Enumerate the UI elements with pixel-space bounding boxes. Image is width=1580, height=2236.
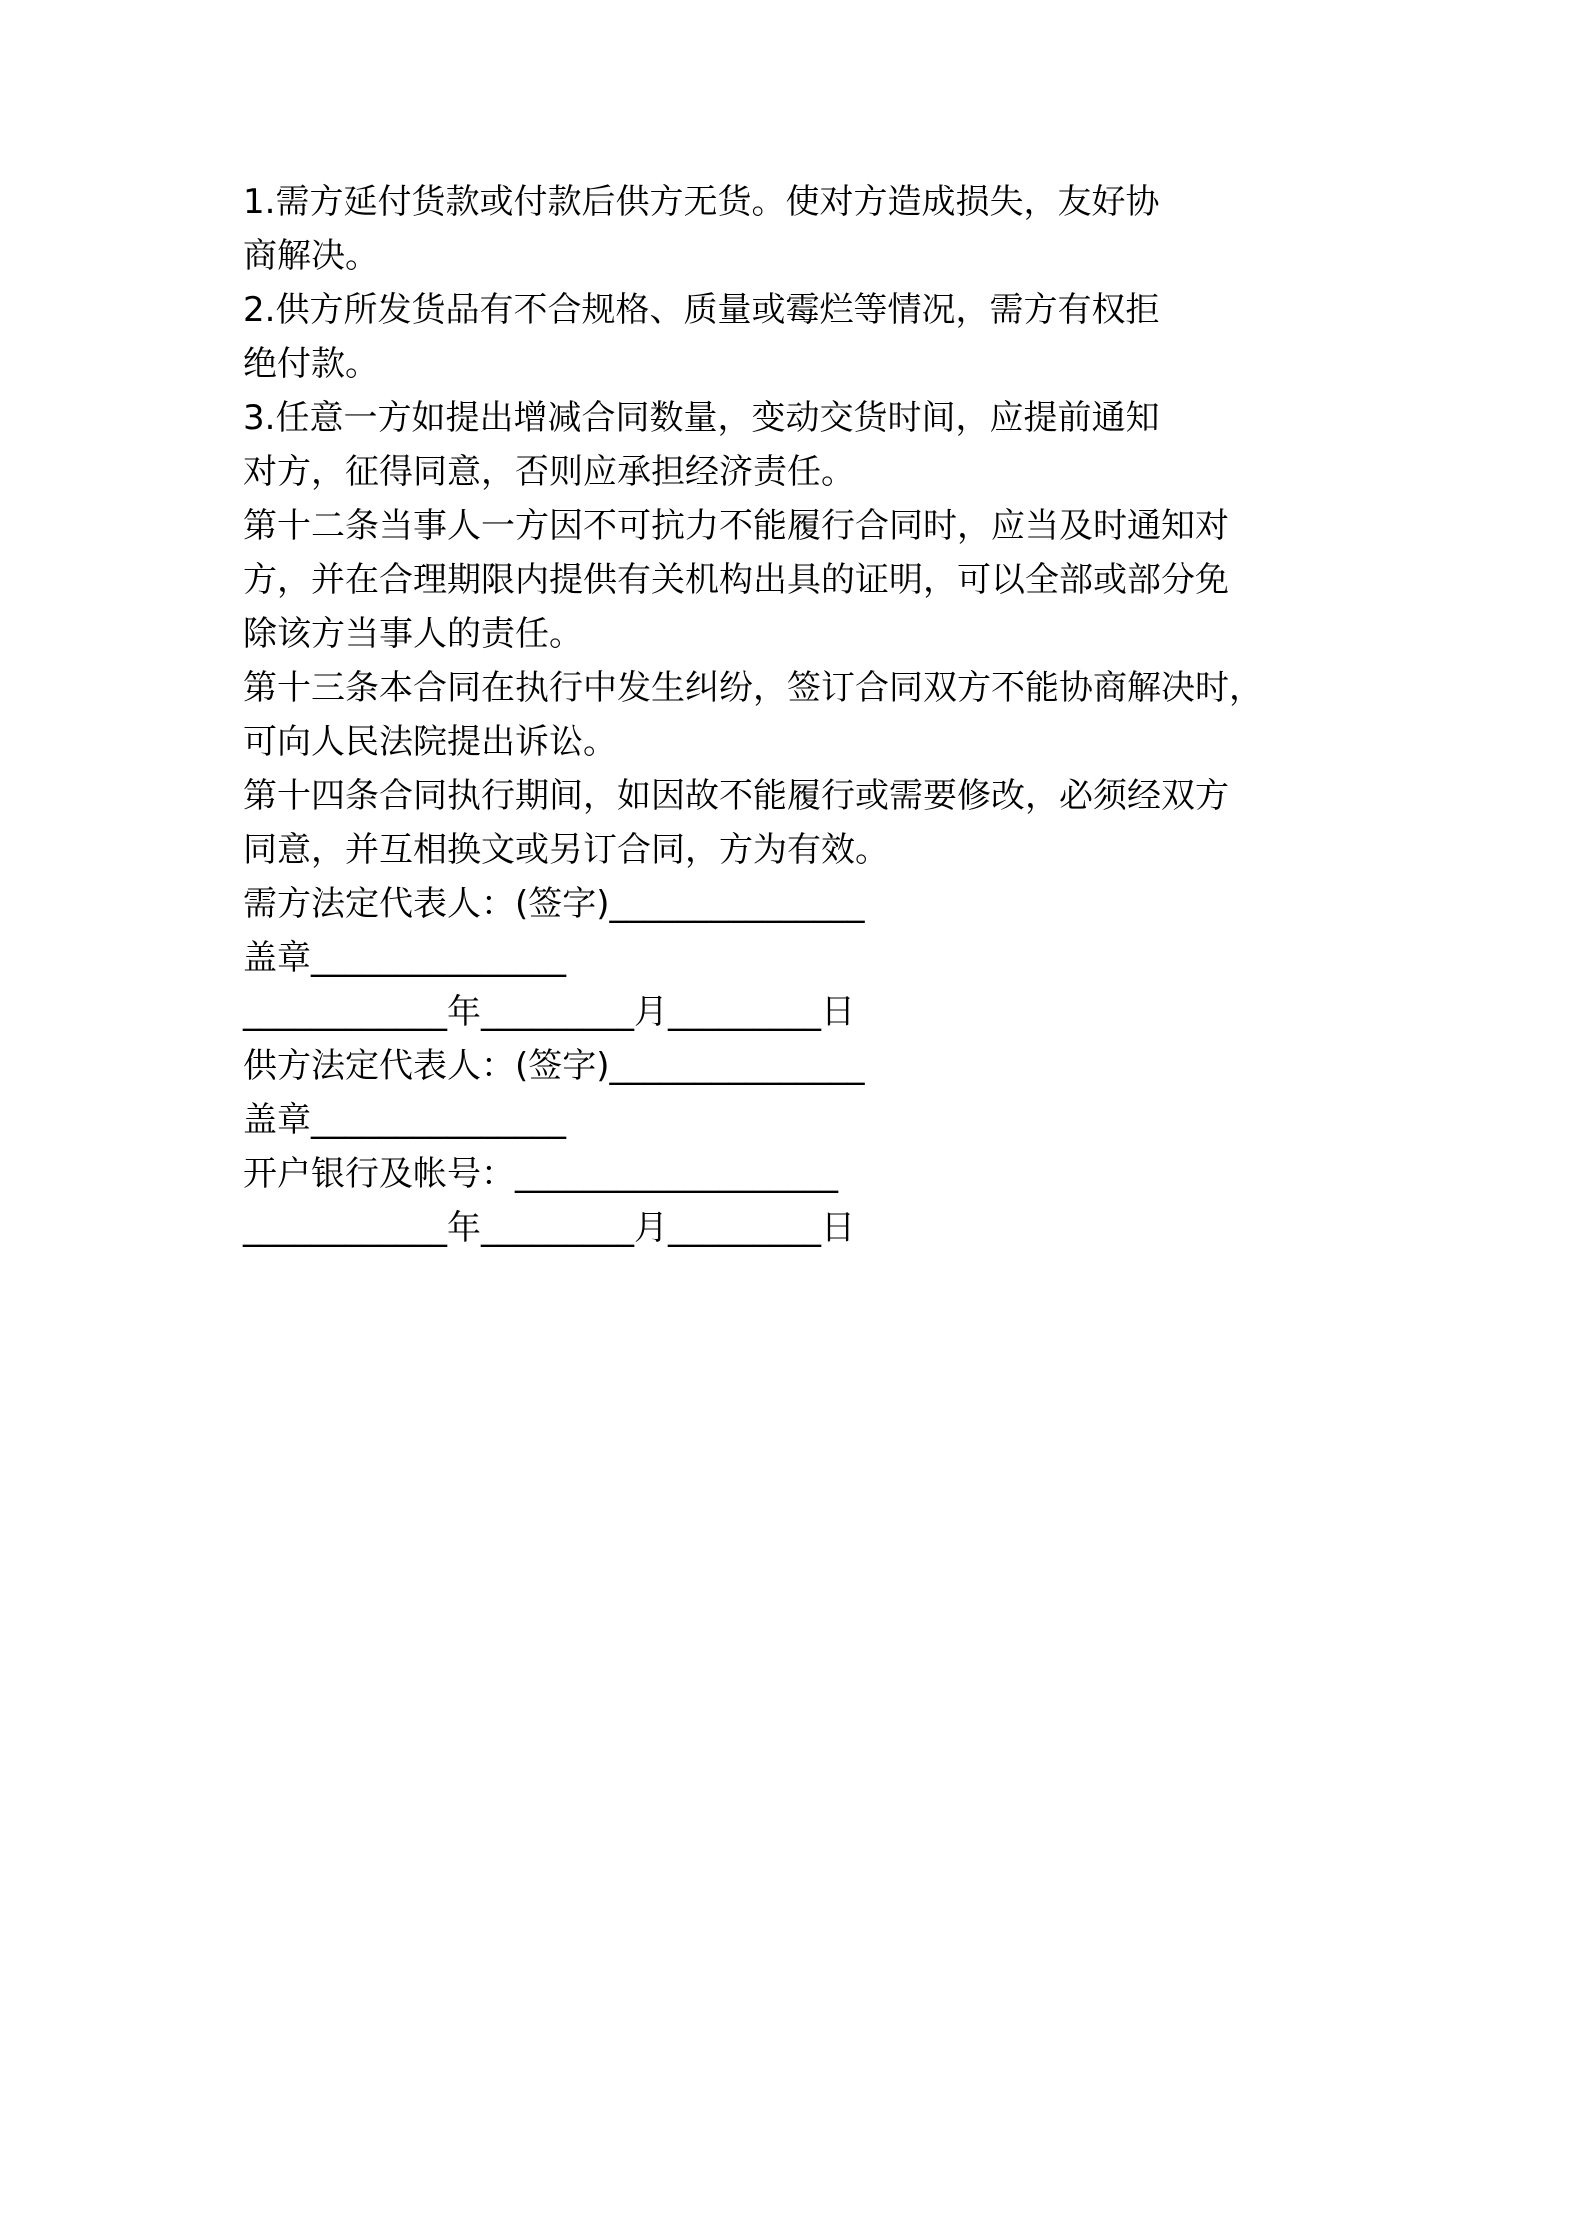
article-12-line-2: 方，并在合理期限内提供有关机构出具的证明，可以全部或部分免 [243, 560, 1229, 600]
article-12-line-3: 除该方当事人的责任。 [243, 614, 583, 654]
clause-line-5: 3.任意一方如提出增减合同数量，变动交货时间，应提前通知 [243, 398, 1160, 438]
clause-line-3: 2.供方所发货品有不合规格、质量或霉烂等情况，需方有权拒 [243, 290, 1160, 330]
document-body [243, 175, 1353, 1255]
article-13-line-2: 可向人民法院提出诉讼。 [243, 722, 617, 762]
clause-line-4: 绝付款。 [243, 344, 379, 384]
supplier-representative-signature: 供方法定代表人：(签字)_______________ [243, 1046, 865, 1086]
clause-line-6: 对方，征得同意，否则应承担经济责任。 [243, 452, 855, 492]
article-12-line-1: 第十二条当事人一方因不可抗力不能履行合同时，应当及时通知对 [243, 506, 1229, 546]
buyer-representative-signature: 需方法定代表人：(签字)_______________ [243, 884, 865, 924]
buyer-seal: 盖章_______________ [243, 938, 566, 978]
bank-account: 开户银行及帐号：___________________ [243, 1154, 838, 1194]
supplier-date: ____________年_________月_________日 [243, 1208, 855, 1248]
buyer-date: ____________年_________月_________日 [243, 992, 855, 1032]
clause-line-2: 商解决。 [243, 236, 379, 276]
article-14-line-1: 第十四条合同执行期间，如因故不能履行或需要修改，必须经双方 [243, 776, 1229, 816]
article-14-line-2: 同意，并互相换文或另订合同，方为有效。 [243, 830, 889, 870]
clause-line-1: 1.需方延付货款或付款后供方无货。使对方造成损失，友好协 [243, 182, 1160, 222]
supplier-seal: 盖章_______________ [243, 1100, 566, 1140]
article-13-line-1: 第十三条本合同在执行中发生纠纷，签订合同双方不能协商解决时， [243, 668, 1263, 708]
